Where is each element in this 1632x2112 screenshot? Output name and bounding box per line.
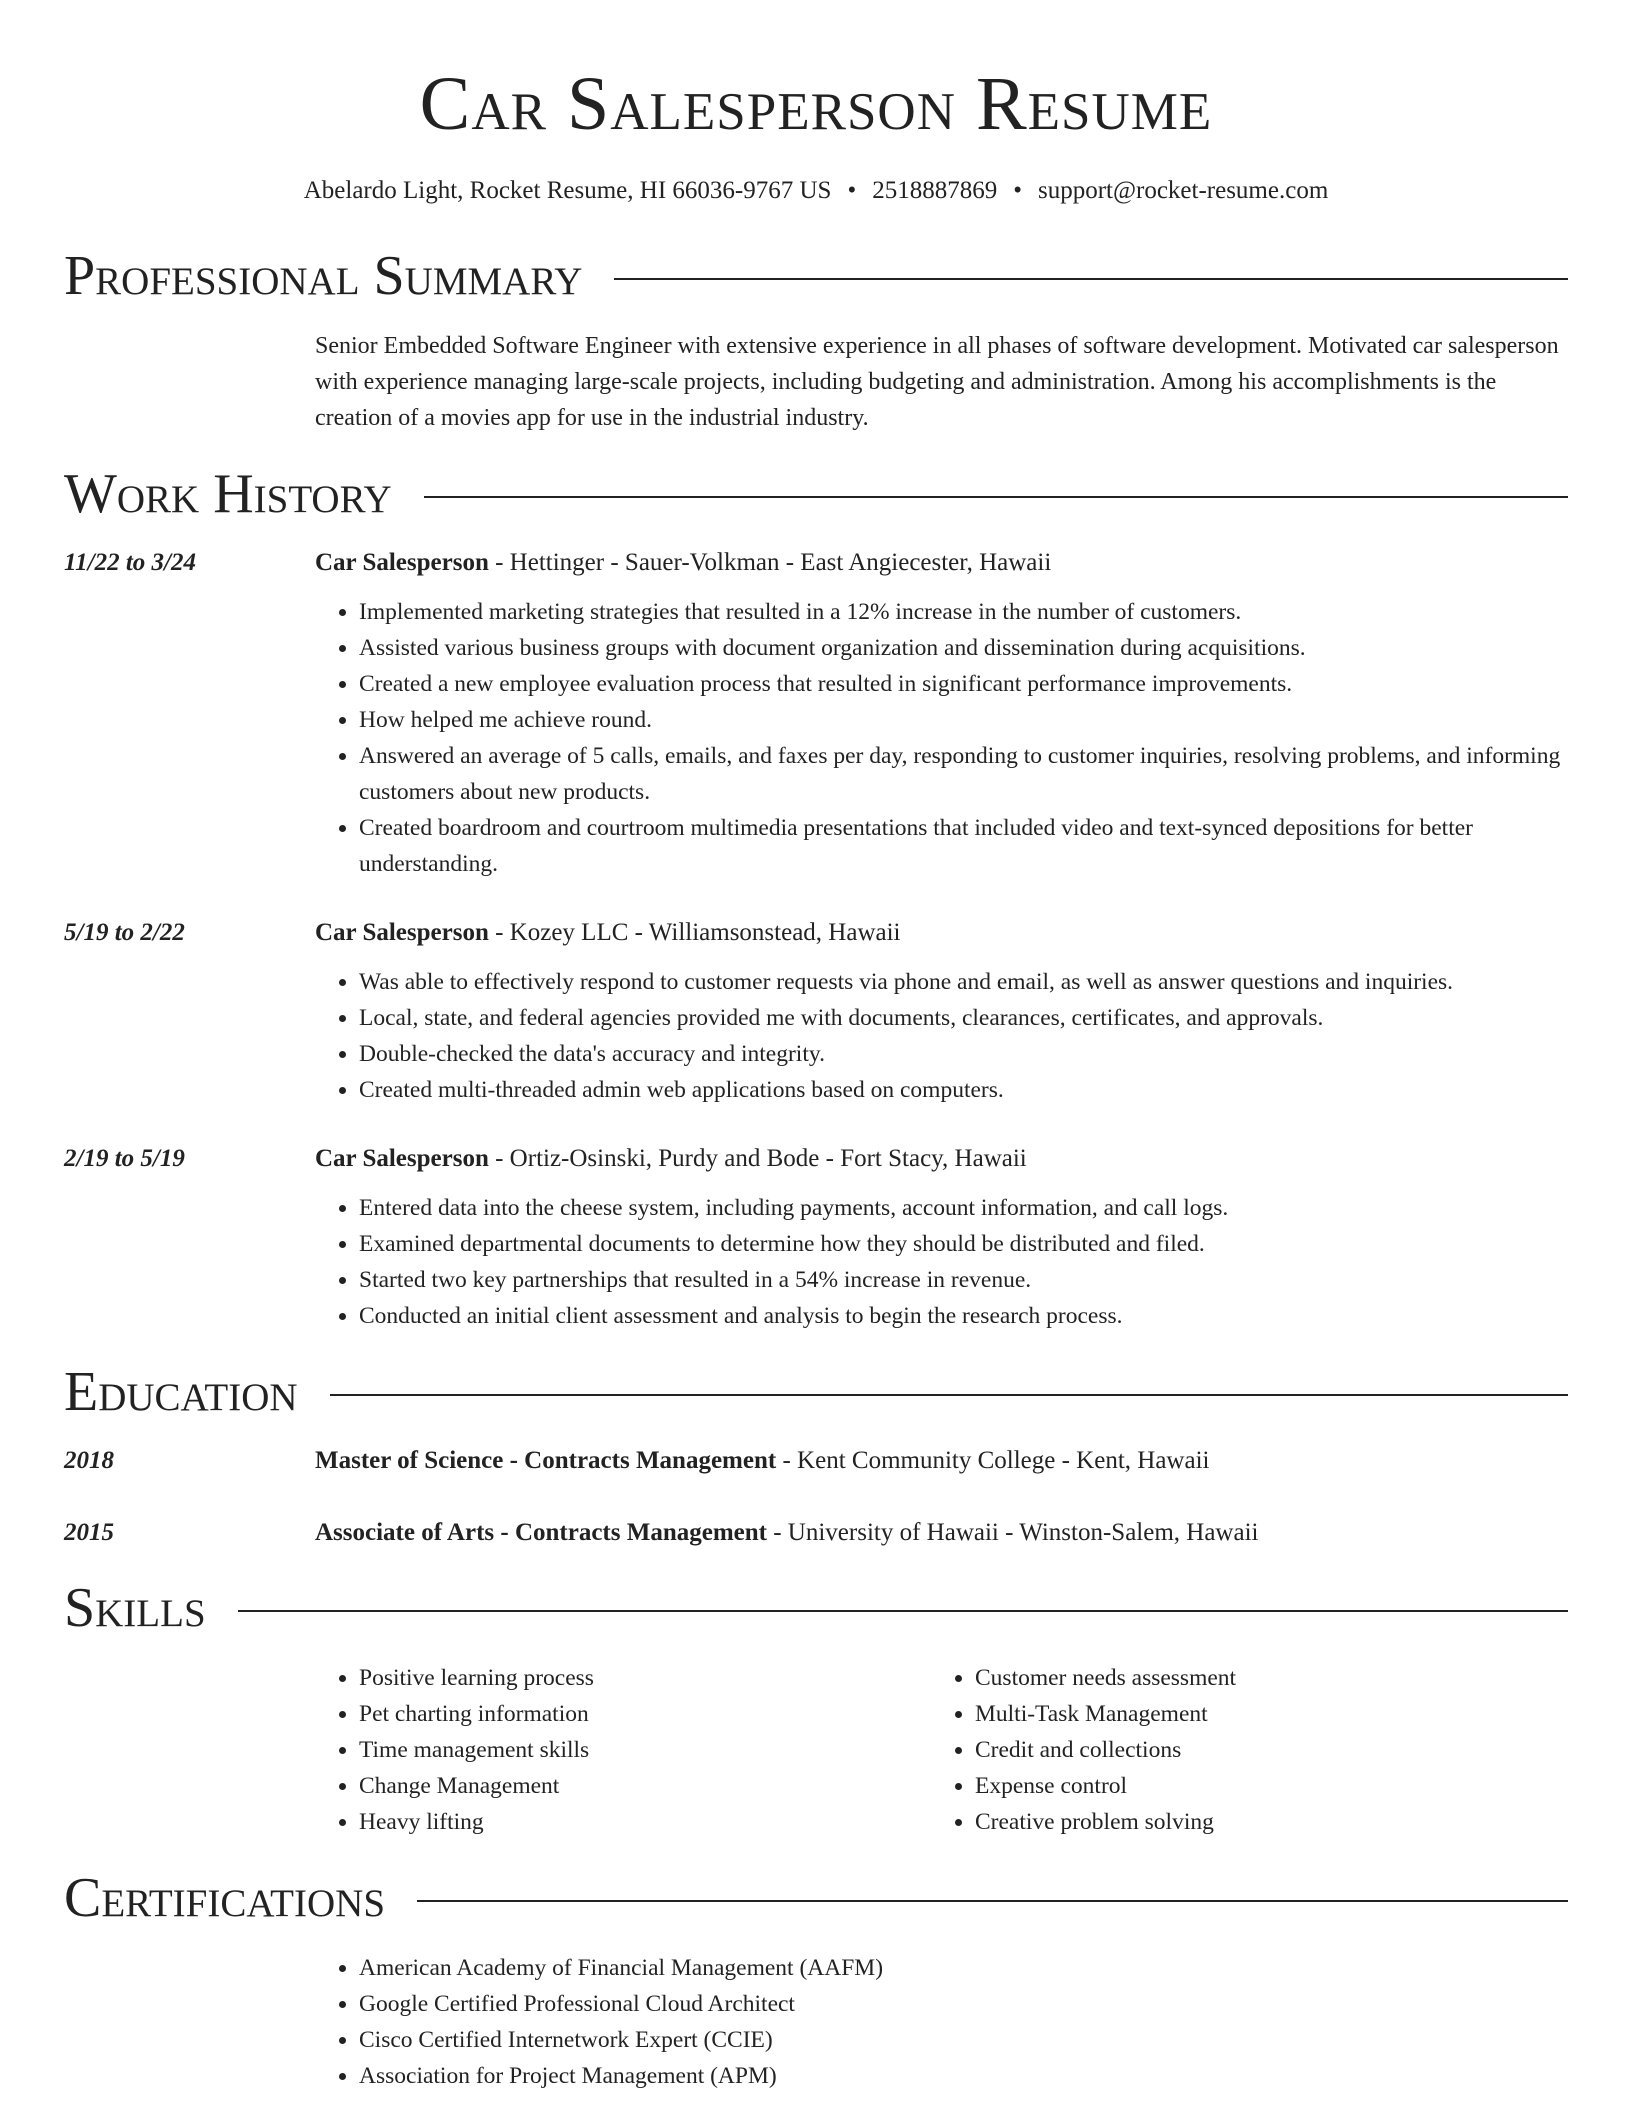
skills-list [315, 1660, 1568, 1840]
section-divider [238, 1610, 1568, 1612]
education-year: 2018 [64, 1447, 114, 1474]
education-headline [315, 1444, 1568, 1478]
section-title-education: Education [64, 1361, 298, 1423]
list-item: • Created multi-threaded admin web applications based on computers. [359, 1072, 1568, 1108]
section-divider [417, 1900, 1568, 1902]
list-item: • Was able to effectively respond to customer requests via phone and email, as well as answer questions and inquiries. [359, 964, 1568, 1000]
contact-separator: • [1013, 177, 1022, 204]
list-item: • Local, state, and federal agencies provided me with documents, clearances, certificates, and approvals. [359, 1000, 1568, 1036]
work-entry [64, 916, 1568, 1108]
list-item: • American Academy of Financial Management (AAFM) [359, 1950, 1568, 1986]
list-item: • Created a new employee evaluation process that resulted in significant performance improvements. [359, 666, 1568, 702]
skills-column-left [315, 1660, 931, 1840]
list-item: • Expense control [975, 1768, 1547, 1804]
summary-text: Senior Embedded Software Engineer with extensive experience in all phases of software development. Motivated car salesperson with experience managing large-scale projects, including budgeting and administration. Among his accomplishments is the creation of a movies app for use in the industrial industry. [315, 333, 1559, 431]
list-item: • Assisted various business groups with document organization and dissemination during acquisitions. [359, 630, 1568, 666]
skills-column-right [931, 1660, 1547, 1840]
work-content [315, 916, 1568, 1108]
list-item: • Started two key partnerships that resulted in a 54% increase in revenue. [359, 1262, 1568, 1298]
section-title-certifications: Certifications [64, 1867, 386, 1929]
work-entry [64, 546, 1568, 882]
work-bullets [315, 594, 1568, 882]
contact-address: Abelardo Light, Rocket Resume, HI 66036-9767 US [303, 177, 832, 204]
list-item: • Cisco Certified Internetwork Expert (CCIE) [359, 2022, 1568, 2058]
list-item: • Positive learning process [359, 1660, 931, 1696]
list-item: • Google Certified Professional Cloud Architect [359, 1986, 1568, 2022]
section-divider [424, 496, 1568, 498]
list-item: • Answered an average of 5 calls, emails, and faxes per day, responding to customer inquiries, resolving problems, and informing customers about new products. [359, 738, 1568, 810]
work-role: Car Salesperson [315, 1145, 489, 1172]
contact-email[interactable]: support@rocket-resume.com [1037, 177, 1329, 204]
work-details: - Ortiz-Osinski, Purdy and Bode - Fort Stacy, Hawaii [488, 1145, 1027, 1172]
education-entry [64, 1516, 1568, 1550]
education-degree: Master of Science - Contracts Management [315, 1447, 777, 1474]
education-degree: Associate of Arts - Contracts Management [315, 1519, 767, 1546]
section-header-work [64, 462, 1568, 526]
work-content [315, 546, 1568, 882]
list-item: • Customer needs assessment [975, 1660, 1547, 1696]
section-header-summary [64, 244, 1568, 308]
education-year: 2015 [64, 1519, 114, 1546]
list-item: • Creative problem solving [975, 1804, 1547, 1840]
work-headline [315, 916, 1568, 950]
work-role: Car Salesperson [315, 919, 489, 946]
list-item: • Time management skills [359, 1732, 931, 1768]
resume-title: Car Salesperson Resume [419, 62, 1213, 146]
work-date: 2/19 to 5/19 [64, 1145, 185, 1172]
list-item: • Multi-Task Management [975, 1696, 1547, 1732]
list-item: • Examined departmental documents to determine how they should be distributed and filed. [359, 1226, 1568, 1262]
work-details: - Hettinger - Sauer-Volkman - East Angiecester, Hawaii [488, 549, 1052, 576]
section-divider [614, 278, 1568, 280]
contact-separator: • [847, 177, 857, 204]
contact-line [64, 176, 1568, 206]
list-item: • Pet charting information [359, 1696, 931, 1732]
education-details: - Kent Community College - Kent, Hawaii [776, 1447, 1210, 1474]
work-date: 5/19 to 2/22 [64, 919, 185, 946]
education-details: - University of Hawaii - Winston-Salem, Hawaii [766, 1519, 1259, 1546]
list-item: • Created boardroom and courtroom multimedia presentations that included video and text-synced depositions for better understanding. [359, 810, 1568, 882]
section-title-work: Work History [64, 463, 392, 525]
section-header-skills [64, 1576, 1568, 1640]
list-item: • Conducted an initial client assessment and analysis to begin the research process. [359, 1298, 1568, 1334]
contact-phone: 2518887869 [872, 177, 998, 204]
work-bullets [315, 1190, 1568, 1334]
work-headline [315, 546, 1568, 580]
list-item: • Heavy lifting [359, 1804, 931, 1840]
section-header-education [64, 1360, 1568, 1424]
section-header-certifications [64, 1866, 1568, 1930]
work-role: Car Salesperson [315, 549, 489, 576]
work-details: - Kozey LLC - Williamsonstead, Hawaii [488, 919, 901, 946]
work-date: 11/22 to 3/24 [64, 549, 196, 576]
work-bullets [315, 964, 1568, 1108]
work-headline [315, 1142, 1568, 1176]
work-entry [64, 1142, 1568, 1334]
list-item: • Implemented marketing strategies that resulted in a 12% increase in the number of customers. [359, 594, 1568, 630]
section-title-skills: Skills [64, 1577, 206, 1639]
section-title-summary: Professional Summary [64, 245, 583, 307]
education-headline [315, 1516, 1568, 1550]
work-content [315, 1142, 1568, 1334]
list-item: • Entered data into the cheese system, including payments, account information, and call logs. [359, 1190, 1568, 1226]
list-item: • Association for Project Management (APM) [359, 2058, 1568, 2094]
list-item: • How helped me achieve round. [359, 702, 1568, 738]
list-item: • Double-checked the data's accuracy and integrity. [359, 1036, 1568, 1072]
certifications-list [315, 1950, 1568, 2094]
section-divider [330, 1394, 1568, 1396]
certifications-bullets [315, 1950, 1568, 2094]
education-entry [64, 1444, 1568, 1478]
list-item: • Credit and collections [975, 1732, 1547, 1768]
list-item: • Change Management [359, 1768, 931, 1804]
